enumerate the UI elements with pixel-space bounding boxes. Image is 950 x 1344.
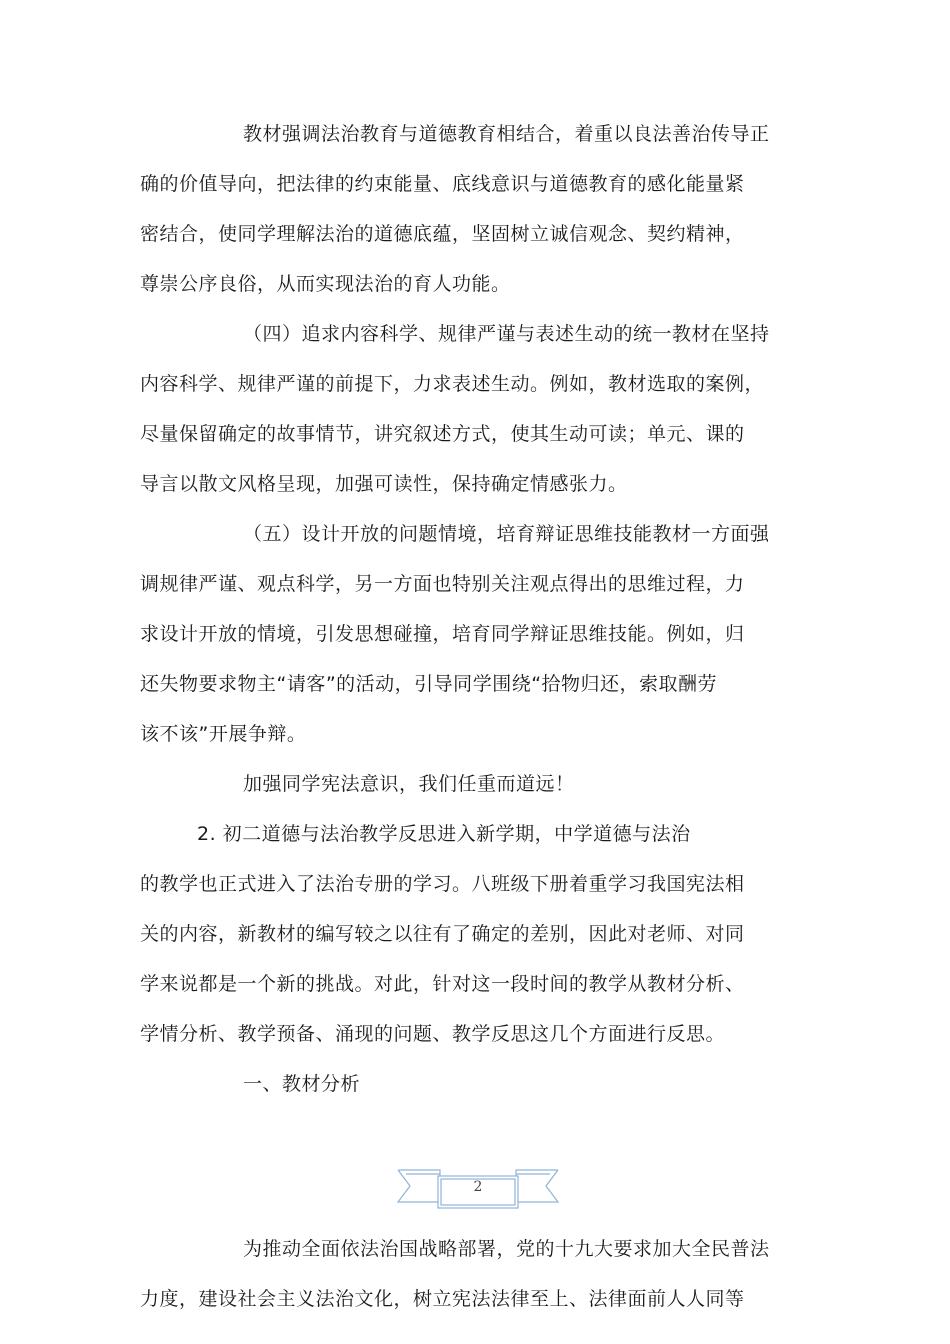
text-line: 教材强调法治教育与道德教育相结合，着重以良法善治传导正 (243, 123, 770, 145)
text-line: 力度，建设社会主义法治文化，树立宪法法律至上、法律面前人人同等 (140, 1288, 745, 1310)
text-line: 求设计开放的情境，引发思想碰撞，培育同学辩证思维技能。例如，归 (140, 623, 745, 645)
text-line: 确的价值导向，把法律的约束能量、底线意识与道德教育的感化能量紧 (140, 173, 745, 195)
page-number-badge (396, 1166, 560, 1210)
numbered-item-2: 2. 初二道德与法治教学反思进入新学期，中学道德与法治 (197, 823, 691, 845)
page-number: 2 (473, 1179, 483, 1195)
text-line: 该不该”开展争辩。 (140, 723, 307, 745)
section-heading-textbook-analysis: 一、教材分析 (243, 1073, 361, 1095)
section-heading-five: （五）设计开放的问题情境，培育辩证思维技能教材一方面强 (243, 523, 770, 545)
text-line: 加强同学宪法意识，我们任重而道远！ (243, 773, 575, 795)
text-line: 尽量保留确定的故事情节，讲究叙述方式，使其生动可读；单元、课的 (140, 423, 745, 445)
text-line: 尊崇公序良俗，从而实现法治的育人功能。 (140, 273, 511, 295)
text-line: 内容科学、规律严谨的前提下，力求表述生动。例如，教材选取的案例， (140, 373, 765, 395)
text-line: 导言以散文风格呈现，加强可读性，保持确定情感张力。 (140, 473, 628, 495)
text-line: 关的内容，新教材的编写较之以往有了确定的差别，因此对老师、对同 (140, 923, 745, 945)
text-line: 学来说都是一个新的挑战。对此，针对这一段时间的教学从教材分析、 (140, 973, 745, 995)
text-line: 为推动全面依法治国战略部署，党的十九大要求加大全民普法 (243, 1238, 770, 1260)
section-heading-four: （四）追求内容科学、规律严谨与表述生动的统一教材在坚持 (243, 323, 770, 345)
text-line: 还失物要求物主“请客”的活动，引导同学围绕“拾物归还，索取酬劳 (140, 673, 718, 695)
text-line: 密结合，使同学理解法治的道德底蕴，坚固树立诚信观念、契约精神， (140, 223, 745, 245)
text-line: 学情分析、教学预备、涌现的问题、教学反思这几个方面进行反思。 (140, 1023, 726, 1045)
text-line: 的教学也正式进入了法治专册的学习。八班级下册着重学习我国宪法相 (140, 873, 745, 895)
text-line: 调规律严谨、观点科学，另一方面也特别关注观点得出的思维过程，力 (140, 573, 745, 595)
